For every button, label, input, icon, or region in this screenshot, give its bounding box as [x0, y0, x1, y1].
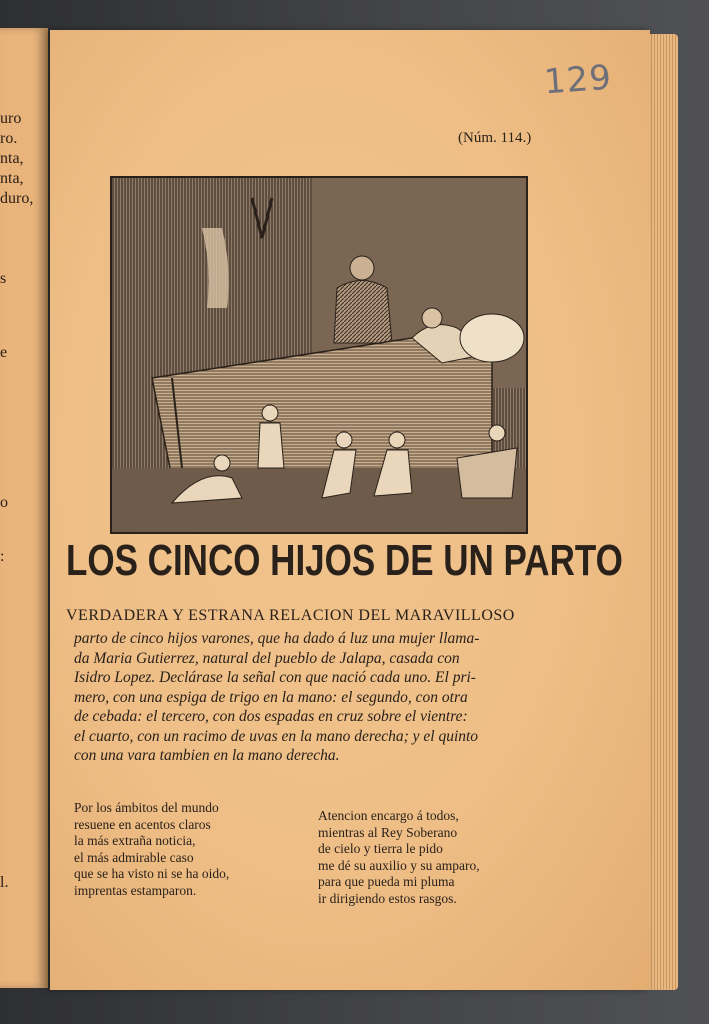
facing-page-fragment: : [0, 548, 5, 565]
handwritten-page-number: 129 [542, 57, 614, 103]
issue-number-label: (Núm. 114.) [458, 130, 532, 146]
verse-line: me dé su auxilio y su amparo, [318, 857, 480, 873]
subtitle-line: el cuarto, con un racimo de uvas en la mano derecha; y el quinto [74, 727, 479, 745]
verse-line: ir dirigiendo estos rasgos. [318, 890, 457, 906]
verse-line: de cielo y tierra le pido [318, 841, 443, 856]
facing-page-fragment: o [0, 494, 8, 511]
subtitle-line: de cebada: el tercero, con dos espadas en cruz sobre el vientre: [74, 708, 468, 725]
verse-line: para que pueda mi pluma [318, 874, 455, 889]
verse-stanza-right [318, 808, 480, 907]
subtitle-body [74, 629, 574, 766]
verse-stanza-left [74, 800, 229, 899]
verse-line: mientras al Rey Soberano [318, 824, 458, 840]
facing-page-fragment: e [0, 344, 8, 361]
facing-page-fragment: nta, [0, 150, 24, 167]
subtitle-line: Isidro Lopez. Declárase la señal con que nació cada uno. El pri- [74, 669, 476, 686]
verse-line: el más admirable caso [74, 849, 194, 865]
facing-page-fragment: ro. [0, 130, 18, 147]
subtitle-line: da Maria Gutierrez, natural del pueblo de Jalapa, casada con [74, 649, 460, 667]
verse-line: imprentas estamparon. [74, 882, 197, 898]
facing-page-fragment: l. [0, 874, 9, 891]
facing-page-edge [0, 28, 48, 988]
woodcut-illustration [110, 176, 528, 534]
subtitle-line: parto de cinco hijos varones, que ha dado á luz una mujer llama- [74, 630, 480, 647]
subtitle-lead: VERDADERA Y ESTRANA RELACION DEL MARAVILLOSO [66, 607, 515, 624]
verse-line: la más extraña noticia, [74, 833, 196, 848]
facing-page-fragment: s [0, 270, 7, 287]
subtitle-line: mero, con una espiga de trigo en la mano: el segundo, con otra [74, 688, 468, 706]
page-title: LOS CINCO HIJOS DE UN PARTO [66, 536, 623, 585]
verse-line: que se ha visto ni se ha oido, [74, 866, 230, 881]
facing-page-fragment: duro, [0, 190, 34, 207]
subtitle-line: con una vara tambien en la mano derecha. [74, 747, 340, 764]
verse-line: Atencion encargo á todos, [318, 808, 459, 823]
facing-page-fragment: uro [0, 110, 22, 127]
verse-line: resuene en acentos claros [74, 816, 211, 832]
facing-page-fragment: nta, [0, 170, 24, 187]
verse-line: Por los ámbitos del mundo [74, 800, 219, 815]
